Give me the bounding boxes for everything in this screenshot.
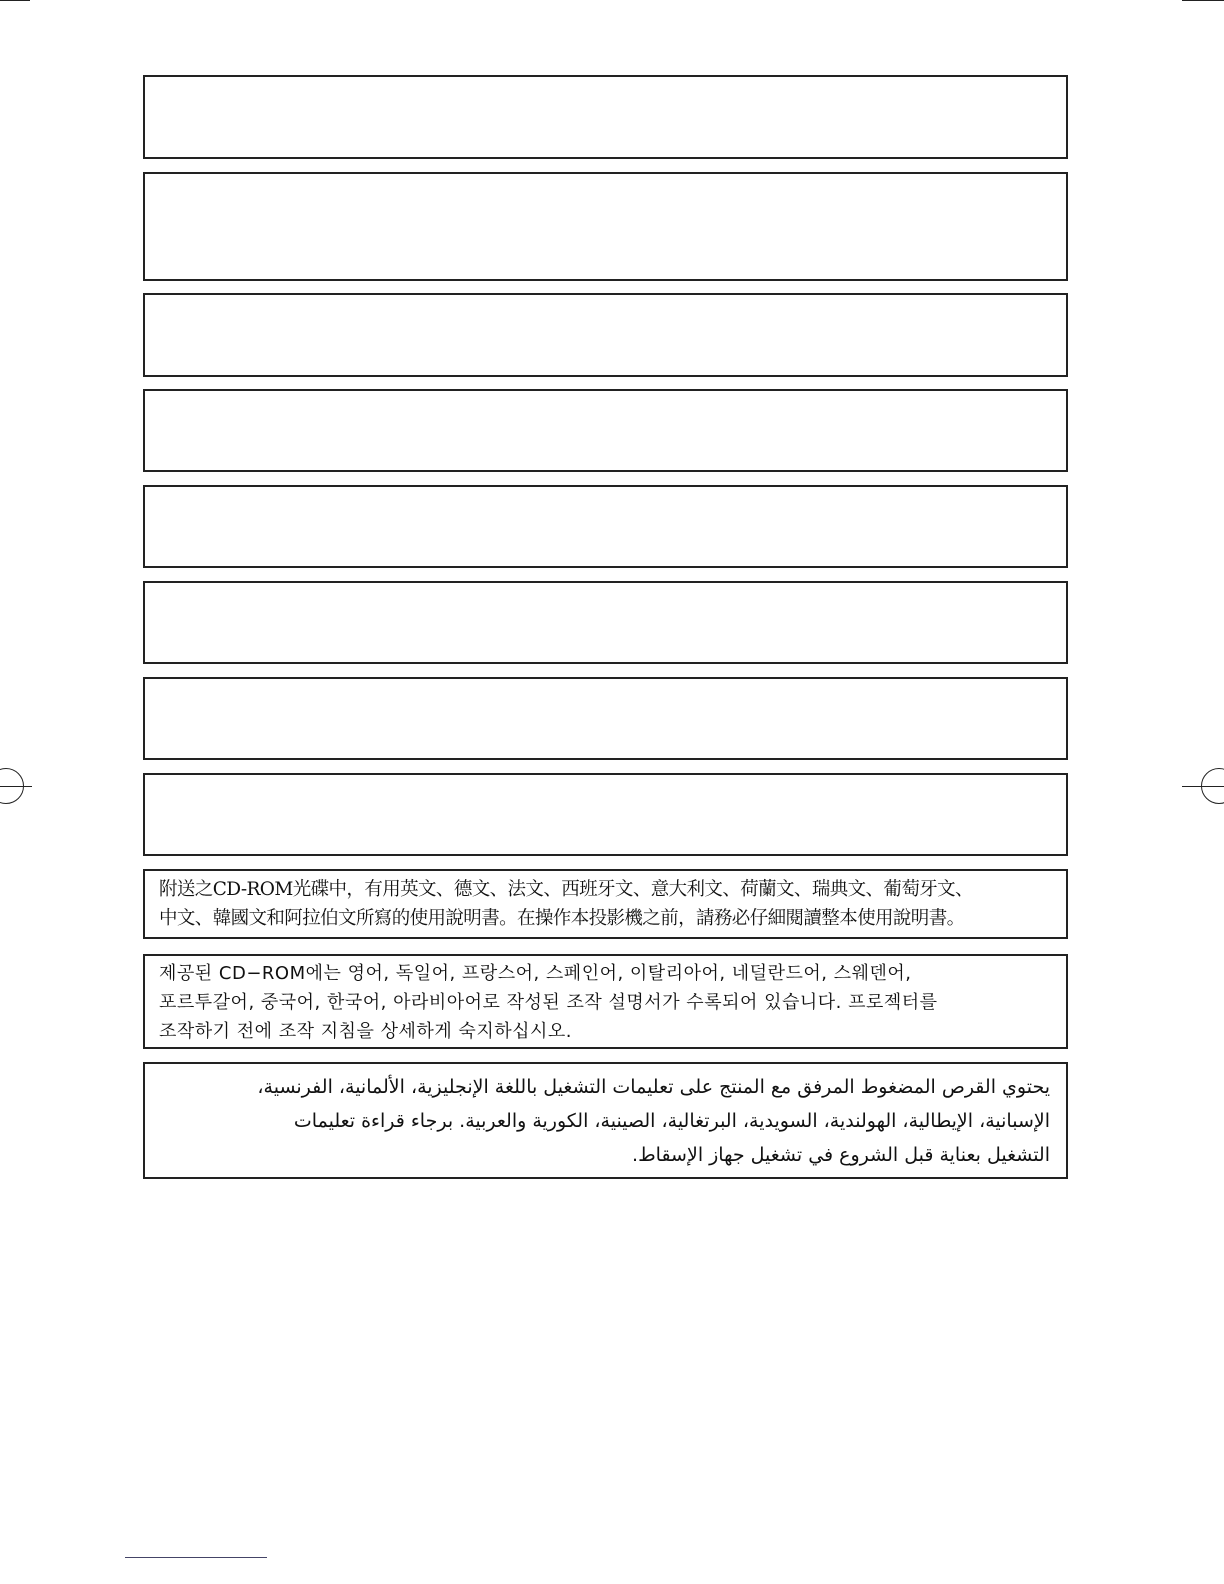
empty-notice-box-5 — [143, 485, 1068, 568]
crop-mark-top-right — [1182, 0, 1224, 1]
arabic-notice-line-3: التشغيل بعناية قبل الشروع في تشغيل جهاز الإسقاط. — [632, 1144, 1050, 1166]
chinese-notice-line-2: 中文、韓國文和阿拉伯文所寫的使用說明書。在操作本投影機之前，請務必仔細閱讀整本使用說明書。 — [159, 908, 965, 929]
chinese-notice — [159, 875, 1052, 933]
registration-line-right — [1182, 786, 1224, 787]
chinese-notice-line-1: 附送之CD-ROM光碟中，有用英文、德文、法文、西班牙文、意大利文、荷蘭文、瑞典文、葡萄牙文、 — [159, 879, 973, 900]
empty-notice-box-7 — [143, 677, 1068, 760]
empty-notice-box-2 — [143, 172, 1068, 281]
empty-notice-box-4 — [143, 389, 1068, 472]
korean-notice-line-2: 포르투갈어, 중국어, 한국어, 아라비아어로 작성된 조작 설명서가 수록되어 있습니다. 프로젝터를 — [159, 992, 938, 1013]
empty-notice-box-6 — [143, 581, 1068, 664]
registration-line-left — [0, 786, 32, 787]
empty-notice-box-8 — [143, 773, 1068, 856]
bottom-rule — [125, 1557, 267, 1558]
crop-mark-top-left — [0, 0, 30, 1]
empty-notice-box-3 — [143, 293, 1068, 377]
korean-notice-box — [143, 954, 1068, 1049]
korean-notice — [159, 959, 1052, 1046]
korean-notice-line-3: 조작하기 전에 조작 지침을 상세하게 숙지하십시오. — [159, 1021, 572, 1042]
arabic-notice-box — [143, 1062, 1068, 1179]
empty-notice-box-1 — [143, 75, 1068, 159]
korean-notice-line-1: 제공된 CD−ROM에는 영어, 독일어, 프랑스어, 스페인어, 이탈리아어, 네덜란드어, 스웨덴어, — [159, 963, 912, 984]
arabic-notice-line-1: يحتوي القرص المضغوط المرفق مع المنتج على تعليمات التشغيل باللغة الإنجليزية، الألمانية، الفرنسية، — [257, 1076, 1050, 1098]
chinese-notice-box — [143, 869, 1068, 939]
arabic-notice — [159, 1070, 1050, 1172]
arabic-notice-line-2: الإسبانية، الإيطالية، الهولندية، السويدية، البرتغالية، الصينية، الكورية والعربية. برجاء قراءة تعليمات — [293, 1110, 1050, 1132]
